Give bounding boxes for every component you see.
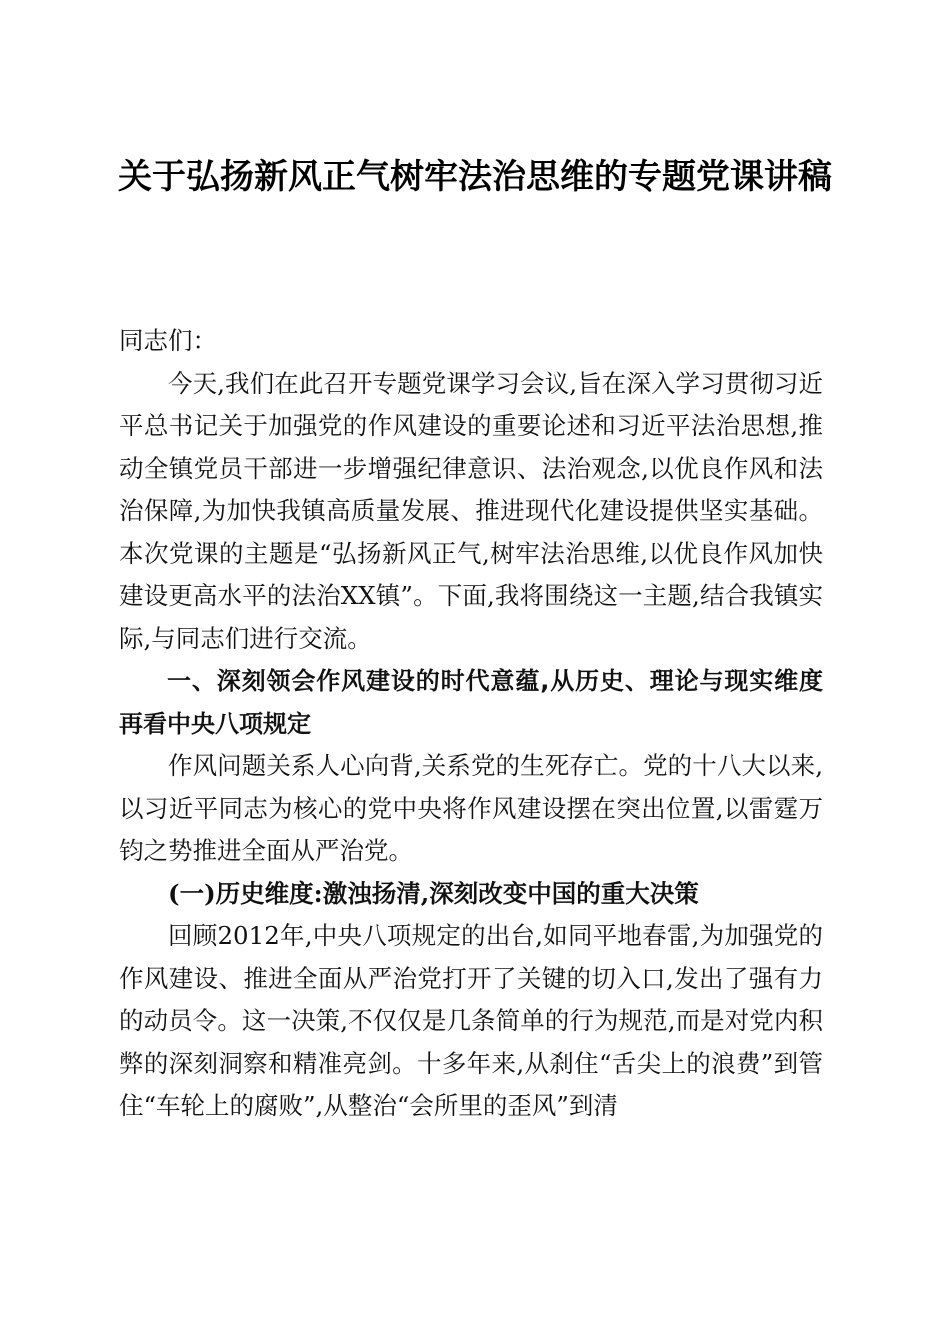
document-body (119, 320, 823, 1128)
document-title: 关于弘扬新风正气树牢法治思维的专题党课讲稿 (118, 157, 832, 197)
salutation: 同志们： (119, 326, 217, 355)
subsection-heading-1: (一)历史维度:激浊扬清,深刻改变中国的重大决策 (168, 878, 699, 908)
subsection-1-text: 回顾2012年,中央八项规定的出台,如同平地春雷,为加强党的作风建设、推进全面从严治党打开了关键的切入口,发出了强有力的动员令。这一决策,不仅仅是几条简单的行为规范,而是对党内积弊的深刻洞察和精准亮剑。十多年来,从刹住“舌尖上的浪费”到管住“车轮上的腐败”,从整治“会所里的歪风”到清 (119, 921, 823, 1120)
section-1-intro: 作风问题关系人心向背,关系党的生死存亡。党的十八大以来,以习近平同志为核心的党中央将作风建设摆在突出位置,以雷霆万钧之势推进全面从严治党。 (119, 751, 823, 865)
section-heading-1: 一、深刻领会作风建设的时代意蕴,从历史、理论与现实维度再看中央八项规定 (119, 667, 823, 738)
opening-paragraph: 今天,我们在此召开专题党课学习会议,旨在深入学习贯彻习近平总书记关于加强党的作风建设的重要论述和习近平法治思想,推动全镇党员干部进一步增强纪律意识、法治观念,以优良作风和法治保障,为加快我镇高质量发展、推进现代化建设提供坚实基础。本次党课的主题是“弘扬新风正气,树牢法治思维,以优良作风加快建设更高水平的法治XX镇”。下面,我将围绕这一主题,结合我镇实际,与同志们进行交流。 (119, 368, 823, 653)
